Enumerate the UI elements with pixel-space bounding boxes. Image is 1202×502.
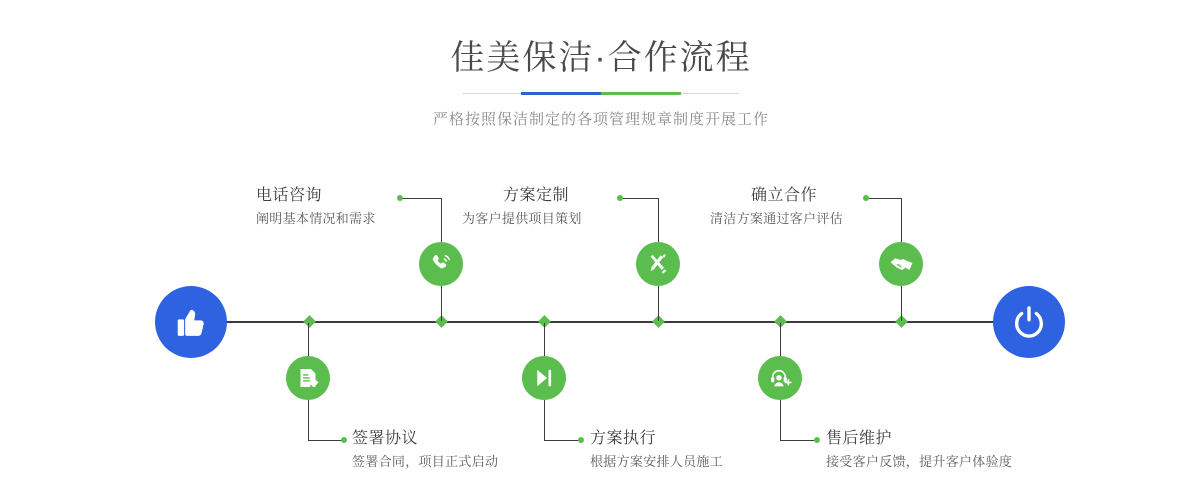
connector-3-vertical-upper xyxy=(658,198,659,242)
timeline-axis xyxy=(155,321,1047,323)
connector-3-vertical xyxy=(658,286,659,321)
connector-1-endpoint xyxy=(397,195,403,201)
connector-4-vertical xyxy=(544,323,545,356)
connector-2-vertical-lower xyxy=(308,400,309,440)
thumbs-up-icon xyxy=(174,305,208,339)
step-icon-circle-5 xyxy=(879,242,923,286)
power-icon xyxy=(1011,304,1047,340)
step-title-5: 确立合作 xyxy=(750,187,817,204)
title-divider xyxy=(463,92,739,95)
step-label-5 xyxy=(710,185,858,229)
timeline-end-node xyxy=(993,286,1065,358)
step-label-6 xyxy=(826,428,1012,472)
document-edit-icon xyxy=(296,366,320,390)
connector-1-vertical xyxy=(441,286,442,321)
header xyxy=(0,36,1202,131)
divider-blue-segment xyxy=(521,92,601,95)
pen-tools-icon xyxy=(646,252,670,276)
step-label-4 xyxy=(590,428,723,472)
step-title-6: 售后维护 xyxy=(826,430,893,447)
step-icon-circle-2 xyxy=(286,356,330,400)
connector-4-endpoint xyxy=(578,437,584,443)
step-title-2: 签署协议 xyxy=(352,430,419,447)
connector-2-endpoint xyxy=(341,437,347,443)
step-desc-5: 清洁方案通过客户评估 xyxy=(710,211,844,226)
connector-1-vertical-upper xyxy=(441,198,442,242)
step-desc-6: 接受客户反馈，提升客户体验度 xyxy=(826,454,1013,469)
connector-1-horizontal xyxy=(400,198,441,199)
step-label-3 xyxy=(462,185,610,229)
step-desc-4: 根据方案安排人员施工 xyxy=(590,454,724,469)
divider-green-segment xyxy=(601,92,681,95)
connector-3-endpoint xyxy=(617,195,623,201)
connector-2-vertical xyxy=(308,323,309,356)
connector-2-horizontal xyxy=(308,440,344,441)
phone-call-icon xyxy=(429,252,453,276)
play-forward-icon xyxy=(532,366,556,390)
step-desc-2: 签署合同，项目正式启动 xyxy=(352,454,499,469)
connector-6-horizontal xyxy=(780,440,816,441)
step-title-3: 方案定制 xyxy=(502,187,569,204)
customer-support-icon xyxy=(768,366,793,391)
step-desc-3: 为客户提供项目策划 xyxy=(462,211,582,226)
step-label-1 xyxy=(256,185,376,229)
step-icon-circle-1 xyxy=(419,242,463,286)
step-label-2 xyxy=(352,428,498,472)
connector-6-vertical-lower xyxy=(780,400,781,440)
step-icon-circle-4 xyxy=(522,356,566,400)
page-title: 佳美保洁·合作流程 xyxy=(450,39,752,77)
connector-5-horizontal xyxy=(866,198,901,199)
connector-3-horizontal xyxy=(620,198,658,199)
connector-5-vertical xyxy=(901,286,902,321)
connector-5-vertical-upper xyxy=(901,198,902,242)
step-title-4: 方案执行 xyxy=(590,430,657,447)
connector-4-vertical-lower xyxy=(544,400,545,440)
step-desc-1: 阐明基本情况和需求 xyxy=(256,211,376,226)
page-subtitle: 严格按照保洁制定的各项管理规章制度开展工作 xyxy=(432,111,769,128)
step-icon-circle-6 xyxy=(758,356,802,400)
connector-4-horizontal xyxy=(544,440,580,441)
step-title-1: 电话咨询 xyxy=(256,187,323,204)
connector-6-vertical xyxy=(780,323,781,356)
step-icon-circle-3 xyxy=(636,242,680,286)
axis-marker xyxy=(303,315,316,328)
connector-6-endpoint xyxy=(814,437,820,443)
handshake-icon xyxy=(889,252,914,277)
timeline-start-node xyxy=(155,286,227,358)
connector-5-endpoint xyxy=(863,195,869,201)
